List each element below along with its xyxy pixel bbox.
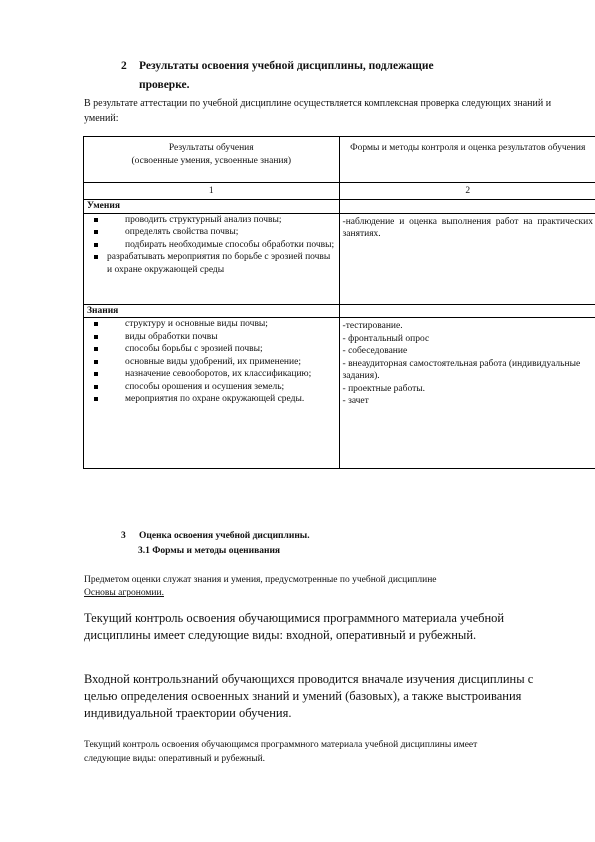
- section-3-title: Оценка освоения учебной дисциплины.: [139, 531, 310, 541]
- skills-methods: -наблюдение и оценка выполнения работ на практических занятиях.: [339, 213, 595, 304]
- skills-label-empty: [339, 200, 595, 214]
- knowledge-cell: [84, 318, 340, 469]
- section-3-subtitle: 3.1 Формы и методы оценивания: [138, 546, 281, 556]
- paragraph-subject: [84, 574, 554, 600]
- method-item: -тестирование.: [342, 321, 403, 331]
- results-table: [83, 136, 595, 469]
- skills-list: [87, 214, 336, 277]
- col1-header-line1: Результаты обучения: [168, 143, 254, 153]
- knowledge-label-empty: [339, 304, 595, 318]
- knowledge-methods: [339, 318, 595, 469]
- section-3-number: 3: [121, 531, 126, 541]
- paragraph-input-control: Входной контрользнаний обучающихся проводится вначале изучения дисциплины с целью определения освоенных знаний и умений (базовых), а также выстроивания индивидуальной траектории обучения.: [84, 672, 534, 720]
- discipline-name: Основы агрономии.: [84, 588, 164, 598]
- paragraph-current-control-small: Текущий контроль освоения обучающимся программного материала учебной дисциплины имеет следующие виды: оперативный и рубежный.: [84, 740, 478, 764]
- section-2-number: 2: [121, 60, 127, 72]
- list-item: подбирать необходимые способы обработки почвы;: [87, 239, 336, 252]
- knowledge-list: [87, 318, 336, 406]
- list-item: способы орошения и осушения земель;: [87, 381, 336, 394]
- list-item: назначение севооборотов, их классификацию;: [87, 368, 336, 381]
- section-2-title-line1: Результаты освоения учебной дисциплины, подлежащие: [139, 60, 434, 72]
- col2-number: 2: [339, 183, 595, 200]
- paragraph-current-control: Текущий контроль освоения обучающимися программного материала учебной дисциплины имеет следующие виды: входной, оперативный и рубежный.: [84, 611, 505, 642]
- intro-paragraph: В результате аттестации по учебной дисциплине осуществляется комплексная проверка следующих знаний и умений:: [84, 98, 552, 124]
- method-item: - проектные работы.: [342, 383, 426, 394]
- list-item: способы борьбы с эрозией почвы;: [87, 343, 336, 356]
- col1-header: [84, 137, 340, 183]
- list-item: определять свойства почвы;: [87, 226, 336, 239]
- list-item: разрабатывать мероприятия по борьбе с эрозией почвы и охране окружающей среды: [87, 251, 336, 276]
- method-item: - зачет: [342, 396, 369, 406]
- method-item: - внеаудиторная самостоятельная работа (индивидуальные задания).: [342, 358, 581, 381]
- skills-label: Умения: [84, 200, 340, 214]
- method-item: - фронтальный опрос: [342, 333, 430, 344]
- list-item: мероприятия по охране окружающей среды.: [87, 393, 336, 406]
- knowledge-label: Знания: [84, 304, 340, 318]
- list-item: виды обработки почвы: [87, 331, 336, 344]
- section-2-title-line2: проверке.: [139, 79, 190, 91]
- method-item: - собеседование: [342, 346, 408, 356]
- col2-header: Формы и методы контроля и оценка результатов обучения: [339, 137, 595, 183]
- col1-header-line2: (освоенные умения, усвоенные знания): [131, 155, 292, 166]
- col1-number: 1: [84, 183, 340, 200]
- paragraph-subject-text: Предметом оценки служат знания и умения, предусмотренные по учебной дисциплине: [84, 575, 437, 585]
- list-item: проводить структурный анализ почвы;: [87, 214, 336, 227]
- list-item: структуру и основные виды почвы;: [87, 318, 336, 331]
- list-item: основные виды удобрений, их применение;: [87, 356, 336, 369]
- skills-cell: [84, 213, 340, 304]
